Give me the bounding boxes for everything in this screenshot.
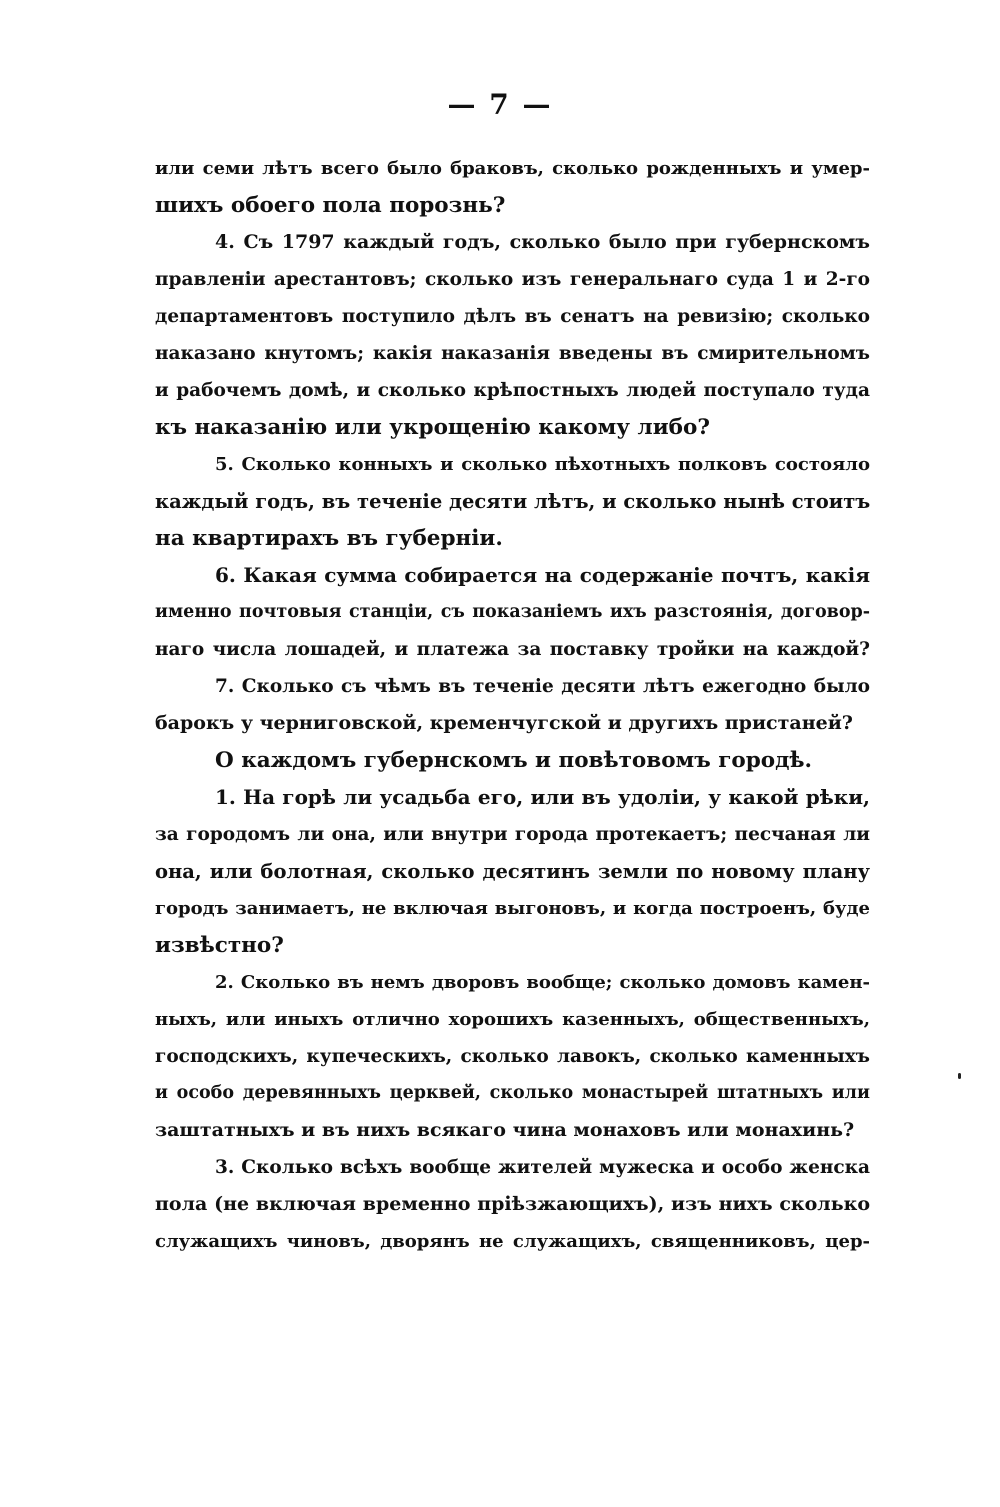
text-line: 1. На горѣ ли усадьба его, или въ удоліи, у какой рѣки, <box>215 785 870 809</box>
text-line: на квартирахъ въ губерніи. <box>155 526 503 551</box>
body-text <box>155 150 870 1260</box>
text-line: 6. Какая сумма собирается на содержаніе почтъ, какія <box>215 563 870 587</box>
text-line: 3. Сколько всѣхъ вообще жителей мужеска и особо женска <box>215 1157 870 1178</box>
section-heading: О каждомъ губернскомъ и повѣтовомъ городѣ. <box>215 748 813 773</box>
text-line: заштатныхъ и въ нихъ всякаго чина монаховъ или монахинь? <box>155 1119 855 1141</box>
text-line: извѣстно? <box>155 933 284 958</box>
text-line: шихъ обоего пола порознь? <box>155 193 506 218</box>
text-line: барокъ у черниговской, кременчугской и другихъ пристаней? <box>155 712 853 734</box>
text-line: или семи лѣтъ всего было браковъ, сколько рожденныхъ и умер- <box>155 158 870 179</box>
text-line: 2. Сколько въ немъ дворовъ вообще; сколько домовъ камен- <box>215 972 870 993</box>
text-line: и особо деревянныхъ церквей, сколько монастырей штатныхъ или <box>155 1083 870 1103</box>
text-line: правленіи арестантовъ; сколько изъ генеральнаго суда 1 и 2-го <box>155 269 870 290</box>
text-line: каждый годъ, въ теченіе десяти лѣтъ, и сколько нынѣ стоитъ <box>155 490 870 513</box>
text-line: наго числа лошадей, и платежа за поставку тройки на каждой? <box>155 639 870 660</box>
text-line: ныхъ, или иныхъ отлично хорошихъ казенныхъ, общественныхъ, <box>155 1009 870 1030</box>
text-line: 7. Сколько съ чѣмъ въ теченіе десяти лѣтъ ежегодно было <box>215 676 870 697</box>
text-line: наказано кнутомъ; какія наказанія введены въ смирительномъ <box>155 343 870 364</box>
text-line: именно почтовыя станціи, съ показаніемъ ихъ разстоянія, договор- <box>155 602 870 622</box>
text-line: пола (не включая временно пріѣзжающихъ), изъ нихъ сколько <box>155 1193 870 1215</box>
page-number: — 7 — <box>447 88 553 121</box>
text-line: городъ занимаетъ, не включая выгоновъ, и когда построенъ, буде <box>155 898 870 919</box>
text-line: къ наказанію или укрощенію какому либо? <box>155 415 710 440</box>
text-line: за городомъ ли она, или внутри города протекаетъ; песчаная ли <box>155 824 870 845</box>
text-line: и рабочемъ домѣ, и сколько крѣпостныхъ людей поступало туда <box>155 380 870 401</box>
text-line: господскихъ, купеческихъ, сколько лавокъ, сколько каменныхъ <box>155 1046 870 1067</box>
text-line: 5. Сколько конныхъ и сколько пѣхотныхъ полковъ состояло <box>215 454 870 475</box>
text-line: служащихъ чиновъ, дворянъ не служащихъ, священниковъ, цер- <box>155 1231 870 1252</box>
text-line: департаментовъ поступило дѣлъ въ сенатъ на ревизію; сколько <box>155 306 870 327</box>
text-line: 4. Съ 1797 каждый годъ, сколько было при губернскомъ <box>215 231 870 253</box>
text-line: она, или болотная, сколько десятинъ земли по новому плану <box>155 860 870 883</box>
ink-speck <box>958 1073 961 1079</box>
